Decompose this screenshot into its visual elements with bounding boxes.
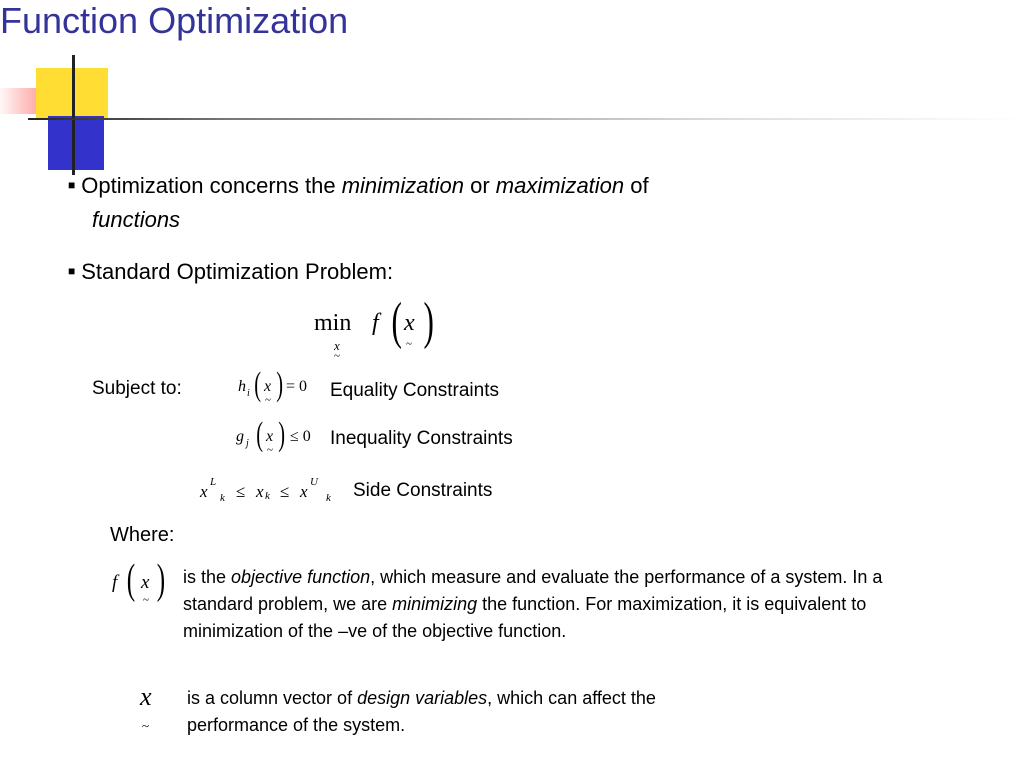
inequality-g: g	[236, 428, 244, 445]
def1-x: x	[141, 572, 150, 593]
objective-f: f	[372, 310, 379, 336]
bullet-square-icon: ■	[68, 178, 76, 192]
def2-paragraph	[187, 685, 687, 739]
objective-x: x	[404, 310, 415, 336]
equality-paren-open: (	[254, 366, 262, 403]
equality-x-tilde: ~	[265, 394, 271, 406]
def1-objective-function: objective function	[231, 567, 371, 587]
min-operator: min	[314, 310, 352, 336]
bullet-square-icon: ■	[68, 264, 76, 278]
def2-x-tilde: ~	[142, 718, 150, 733]
equality-sub-i: i	[247, 388, 250, 399]
def1-minimizing: minimizing	[392, 594, 478, 614]
min-subscript-tilde: ~	[334, 350, 340, 362]
equality-paren-close: )	[276, 366, 284, 403]
bullet2-text: Standard Optimization Problem:	[81, 259, 394, 284]
min-subscript-x: x	[334, 338, 340, 353]
bullet1-continuation	[92, 207, 180, 233]
def1-text-b: , which measure and evaluate the performance of a system. In a standard problem, we are	[183, 567, 883, 614]
def1-x-tilde: ~	[143, 594, 149, 606]
inequality-constraints-label: Inequality Constraints	[330, 428, 513, 449]
def2-text-b: , which can affect the performance of the system.	[187, 688, 656, 735]
objective-x-tilde: ~	[406, 338, 412, 350]
decor-blue-square	[48, 116, 104, 170]
equality-rhs: = 0	[286, 378, 308, 395]
objective-paren-close: )	[423, 293, 434, 350]
bullet1-text-a: Optimization concerns the	[81, 173, 342, 198]
def1-text-c: the function. For maximization, it is equivalent to minimization of the –ve of the objective function.	[183, 594, 867, 641]
side-x3: x	[300, 482, 308, 501]
bullet1-functions: functions	[92, 207, 181, 232]
side-sub-k3: k	[326, 492, 331, 504]
inequality-rhs: ≤ 0	[290, 428, 311, 445]
side-sub-k1: k	[220, 492, 225, 504]
side-x2: x	[256, 482, 264, 501]
inequality-expression	[234, 416, 326, 464]
bullet1-maximization: maximization	[495, 173, 625, 198]
side-expression	[198, 474, 338, 508]
inequality-paren-open: (	[256, 416, 264, 453]
def2-expression	[138, 682, 168, 732]
bullet1-text-c: of	[624, 173, 649, 198]
decor-horizontal-line	[28, 118, 1024, 120]
inequality-x: x	[266, 428, 274, 445]
where-label: Where:	[110, 524, 175, 546]
inequality-sub-j: j	[246, 438, 249, 449]
def1-paren-open: (	[126, 557, 136, 603]
objective-expression	[312, 293, 452, 366]
objective-paren-open: (	[391, 293, 402, 350]
equality-constraints-label: Equality Constraints	[330, 380, 499, 401]
def2-text-a: is a column vector of	[187, 688, 358, 708]
bullet-optimization-concerns	[68, 173, 649, 199]
side-sub-k2: k	[265, 490, 270, 502]
side-le1: ≤	[236, 482, 246, 501]
def2-design-variables: design variables	[357, 688, 488, 708]
def1-paragraph	[183, 564, 953, 645]
side-constraints-label: Side Constraints	[353, 480, 493, 501]
side-le2: ≤	[280, 482, 290, 501]
inequality-paren-close: )	[278, 416, 286, 453]
equality-h: h	[238, 378, 246, 395]
side-x1: x	[200, 482, 208, 501]
def1-f: f	[112, 572, 118, 593]
def2-x: x	[140, 682, 152, 711]
bullet-standard-problem	[68, 259, 393, 285]
equality-x: x	[264, 378, 272, 395]
def1-paren-close: )	[156, 557, 166, 603]
bullet1-text-b: or	[463, 173, 496, 198]
def1-expression	[110, 557, 170, 610]
equality-expression	[236, 366, 326, 414]
side-sup-U: U	[310, 476, 318, 488]
bullet1-minimization: minimization	[341, 173, 464, 198]
inequality-x-tilde: ~	[267, 444, 273, 456]
slide-title: Function Optimization	[0, 0, 349, 41]
subject-to-label: Subject to:	[92, 378, 182, 399]
side-sup-L: L	[210, 476, 217, 488]
decor-vertical-line	[72, 55, 75, 175]
def1-text-a: is the	[183, 567, 232, 587]
